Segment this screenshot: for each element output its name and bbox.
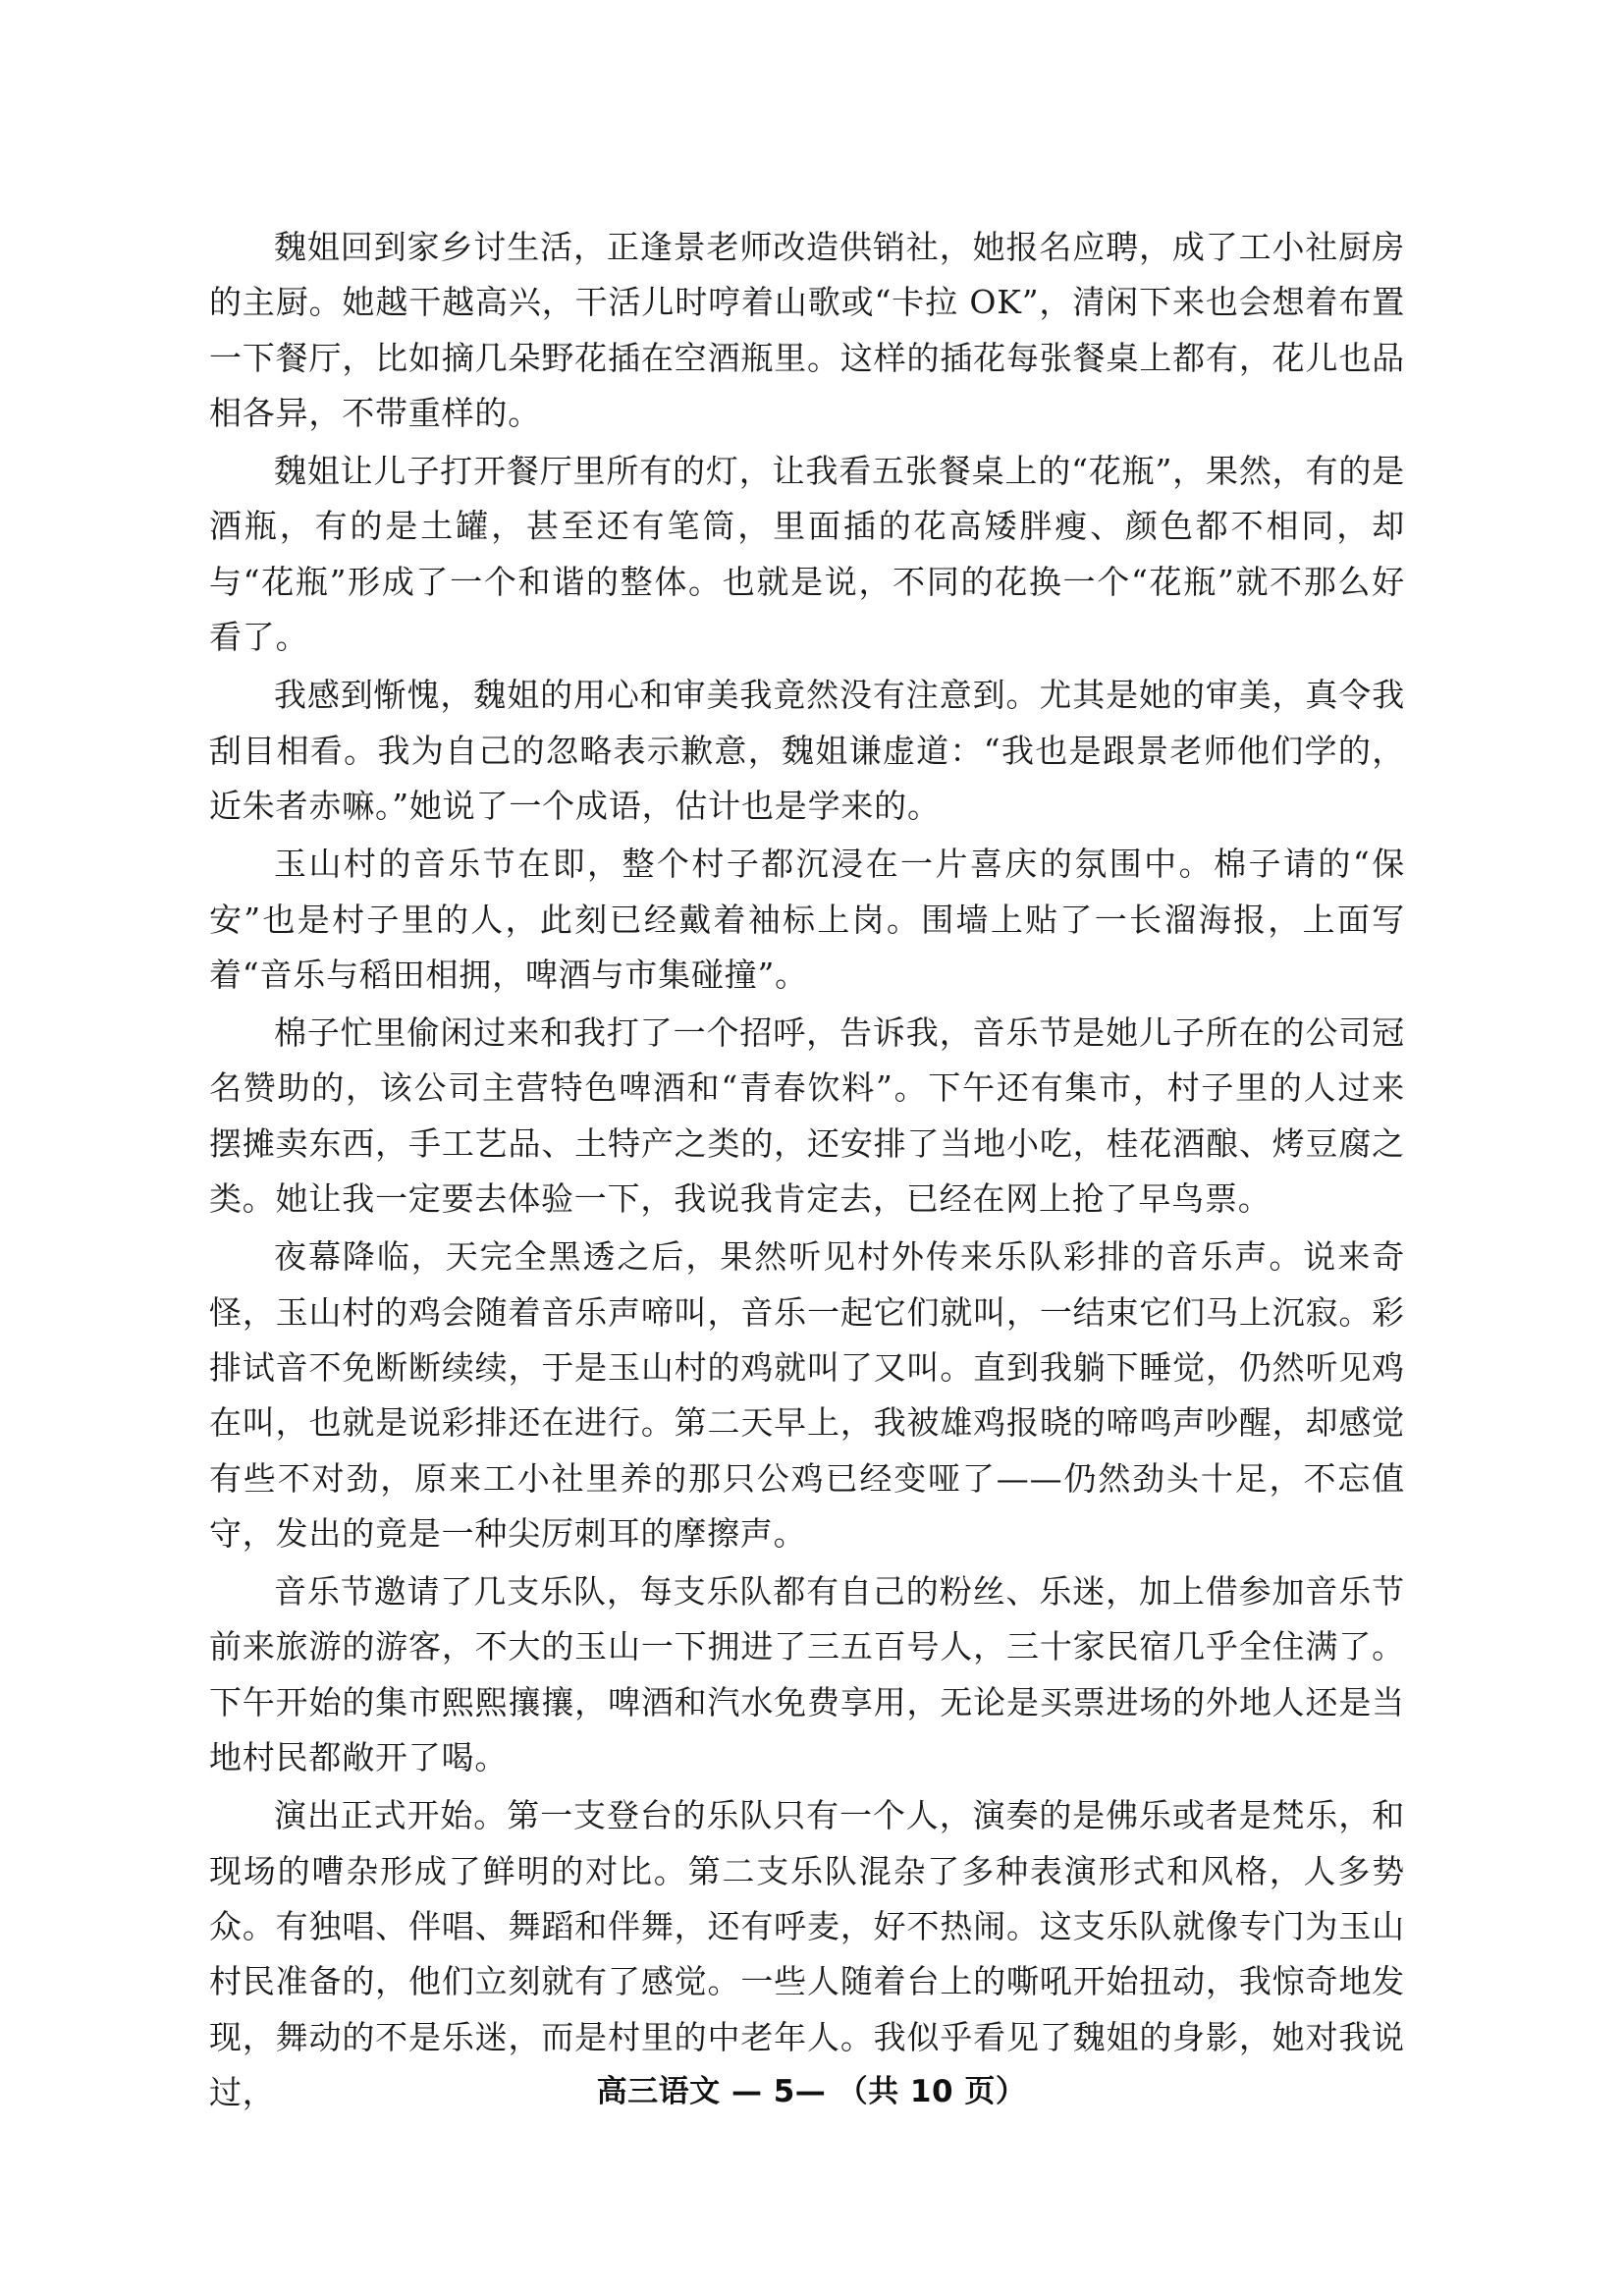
paragraph: 我感到惭愧，魏姐的用心和审美我竟然没有注意到。尤其是她的审美，真令我刮目相看。我为自己的忽略表示歉意，魏姐谦虚道：“我也是跟景老师他们学的，近朱者赤嘛。”她说了一个成语，估计也是学来的。	[209, 676, 1405, 825]
paragraph: 夜幕降临，天完全黑透之后，果然听见村外传来乐队彩排的音乐声。说来奇怪，玉山村的鸡会随着音乐声啼叫，音乐一起它们就叫，一结束它们马上沉寂。彩排试音不免断断续续，于是玉山村的鸡就叫了又叫。直到我躺下睡觉，仍然听见鸡在叫，也就是说彩排还在进行。第二天早上，我被雄鸡报晓的啼鸣声吵醒，却感觉有些不对劲，原来工小社里养的那只公鸡已经变哑了——仍然劲头十足，不忘值守，发出的竟是一种尖厉刺耳的摩擦声。	[209, 1237, 1405, 1553]
paragraph: 魏姐回到家乡讨生活，正逢景老师改造供销社，她报名应聘，成了工小社厨房的主厨。她越干越高兴，干活儿时哼着山歌或“卡拉 OK”，清闲下来也会想着布置一下餐厅，比如摘几朵野花插在空酒瓶里。这样的插花每张餐桌上都有，花儿也品相各异，不带重样的。	[209, 228, 1405, 432]
paragraph: 棉子忙里偷闲过来和我打了一个招呼，告诉我，音乐节是她儿子所在的公司冠名赞助的，该公司主营特色啤酒和“青春饮料”。下午还有集市，村子里的人过来摆摊卖东西，手工艺品、土特产之类的，还安排了当地小吃，桂花酒酿、烤豆腐之类。她让我一定要去体验一下，我说我肯定去，已经在网上抢了早鸟票。	[209, 1013, 1405, 1219]
article-body	[209, 220, 1405, 2123]
paragraph: 演出正式开始。第一支登台的乐队只有一个人，演奏的是佛乐或者是梵乐，和现场的嘈杂形成了鲜明的对比。第二支乐队混杂了多种表演形式和风格，人多势众。有独唱、伴唱、舞蹈和伴舞，还有呼麦，好不热闹。这支乐队就像专门为玉山村民准备的，他们立刻就有了感觉。一些人随着台上的嘶吼开始扭动，我惊奇地发现，舞动的不是乐迷，而是村里的中老年人。我似乎看见了魏姐的身影，她对我说过，	[209, 1796, 1405, 2111]
paragraph: 音乐节邀请了几支乐队，每支乐队都有自己的粉丝、乐迷，加上借参加音乐节前来旅游的游客，不大的玉山一下拥进了三五百号人，三十家民宿几乎全住满了。下午开始的集市熙熙攘攘，啤酒和汽水免费享用，无论是买票进场的外地人还是当地村民都敞开了喝。	[209, 1572, 1405, 1777]
paragraph: 玉山村的音乐节在即，整个村子都沉浸在一片喜庆的氛围中。棉子请的“保安”也是村子里的人，此刻已经戴着袖标上岗。围墙上贴了一长溜海报，上面写着“音乐与稻田相拥，啤酒与市集碰撞”。	[209, 845, 1405, 994]
paragraph: 魏姐让儿子打开餐厅里所有的灯，让我看五张餐桌上的“花瓶”，果然，有的是酒瓶，有的是土罐，甚至还有笔筒，里面插的花高矮胖瘦、颜色都不相同，却与“花瓶”形成了一个和谐的整体。也就是说，不同的花换一个“花瓶”就不那么好看了。	[209, 452, 1405, 657]
page-footer: 高三语文 — 5— （共 10 页）	[596, 2074, 1027, 2109]
